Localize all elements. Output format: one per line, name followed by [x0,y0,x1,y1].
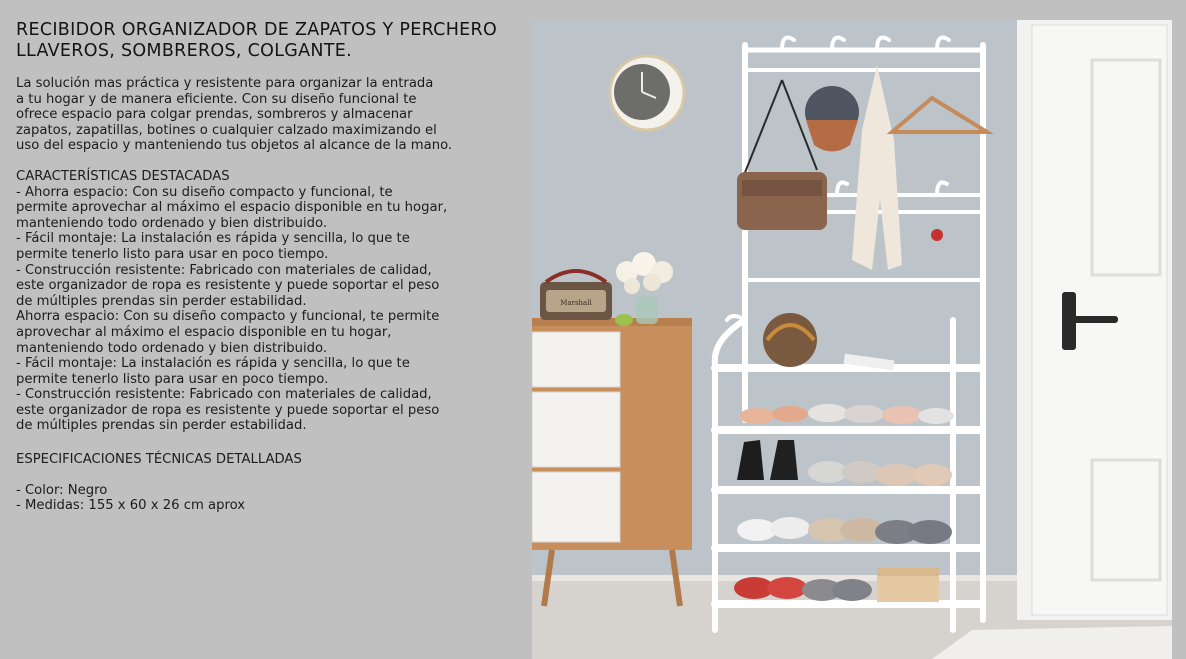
keychain-icon [931,229,943,241]
product-description [16,20,516,514]
specs-text: - Color: Negro - Medidas: 155 x 60 x 26 cm aprox [16,482,246,514]
radio-brand-label: Marshall [560,299,592,307]
features-heading: CARACTERÍSTICAS DESTACADAS [16,168,230,184]
product-title: RECIBIDOR ORGANIZADOR DE ZAPATOS Y PERCHERO LLAVEROS, SOMBREROS, COLGANTE. [16,20,498,61]
features-text: - Ahorra espacio: Con su diseño compacto y funcional, te permite aprovechar al máximo el espacio disponible en tu hogar, manteniendo todo ordenado y bien distribuido. - Fácil montaje: La instalación es rápida y sencilla, lo que te permite tenerlo listo para usar en poco tiempo. - Construcción resistente: Fabricado con materiales de calidad, este organizador de ropa es resistente y puede soportar el peso de múltiples prendas sin perder estabilidad. Ahorra espacio: Con su diseño compacto y funcional, te permite aprovechar al máximo el espacio disponible en tu hogar, manteniendo todo ordenado y bien distribuido. - Fácil montaje: La instalación es rápida y sencilla, lo que te permite tenerlo listo para usar en poco tiempo. - Construcción resistente: Fabricado con materiales de calidad, este organizador de ropa es resistente y puede soportar el peso de múltiples prendas sin perder estabilidad. [16,184,448,434]
product-photo [532,20,1172,659]
specs-heading: ESPECIFICACIONES TÉCNICAS DETALLADAS [16,452,302,468]
hat-icon [805,86,859,152]
wall-clock-icon [610,56,684,130]
round-bag-icon [763,313,817,367]
intro-text: La solución mas práctica y resistente para organizar la entrada a tu hogar y de manera eficiente. Con su diseño funcional te ofrece espacio para colgar prendas, sombreros y almacenar zapatos, zapatillas, botines o cualquier calzado maximizando el uso del espacio y manteniendo tus objetos al alcance de la mano. [16,76,453,154]
product-photo-illustration [532,20,1172,659]
